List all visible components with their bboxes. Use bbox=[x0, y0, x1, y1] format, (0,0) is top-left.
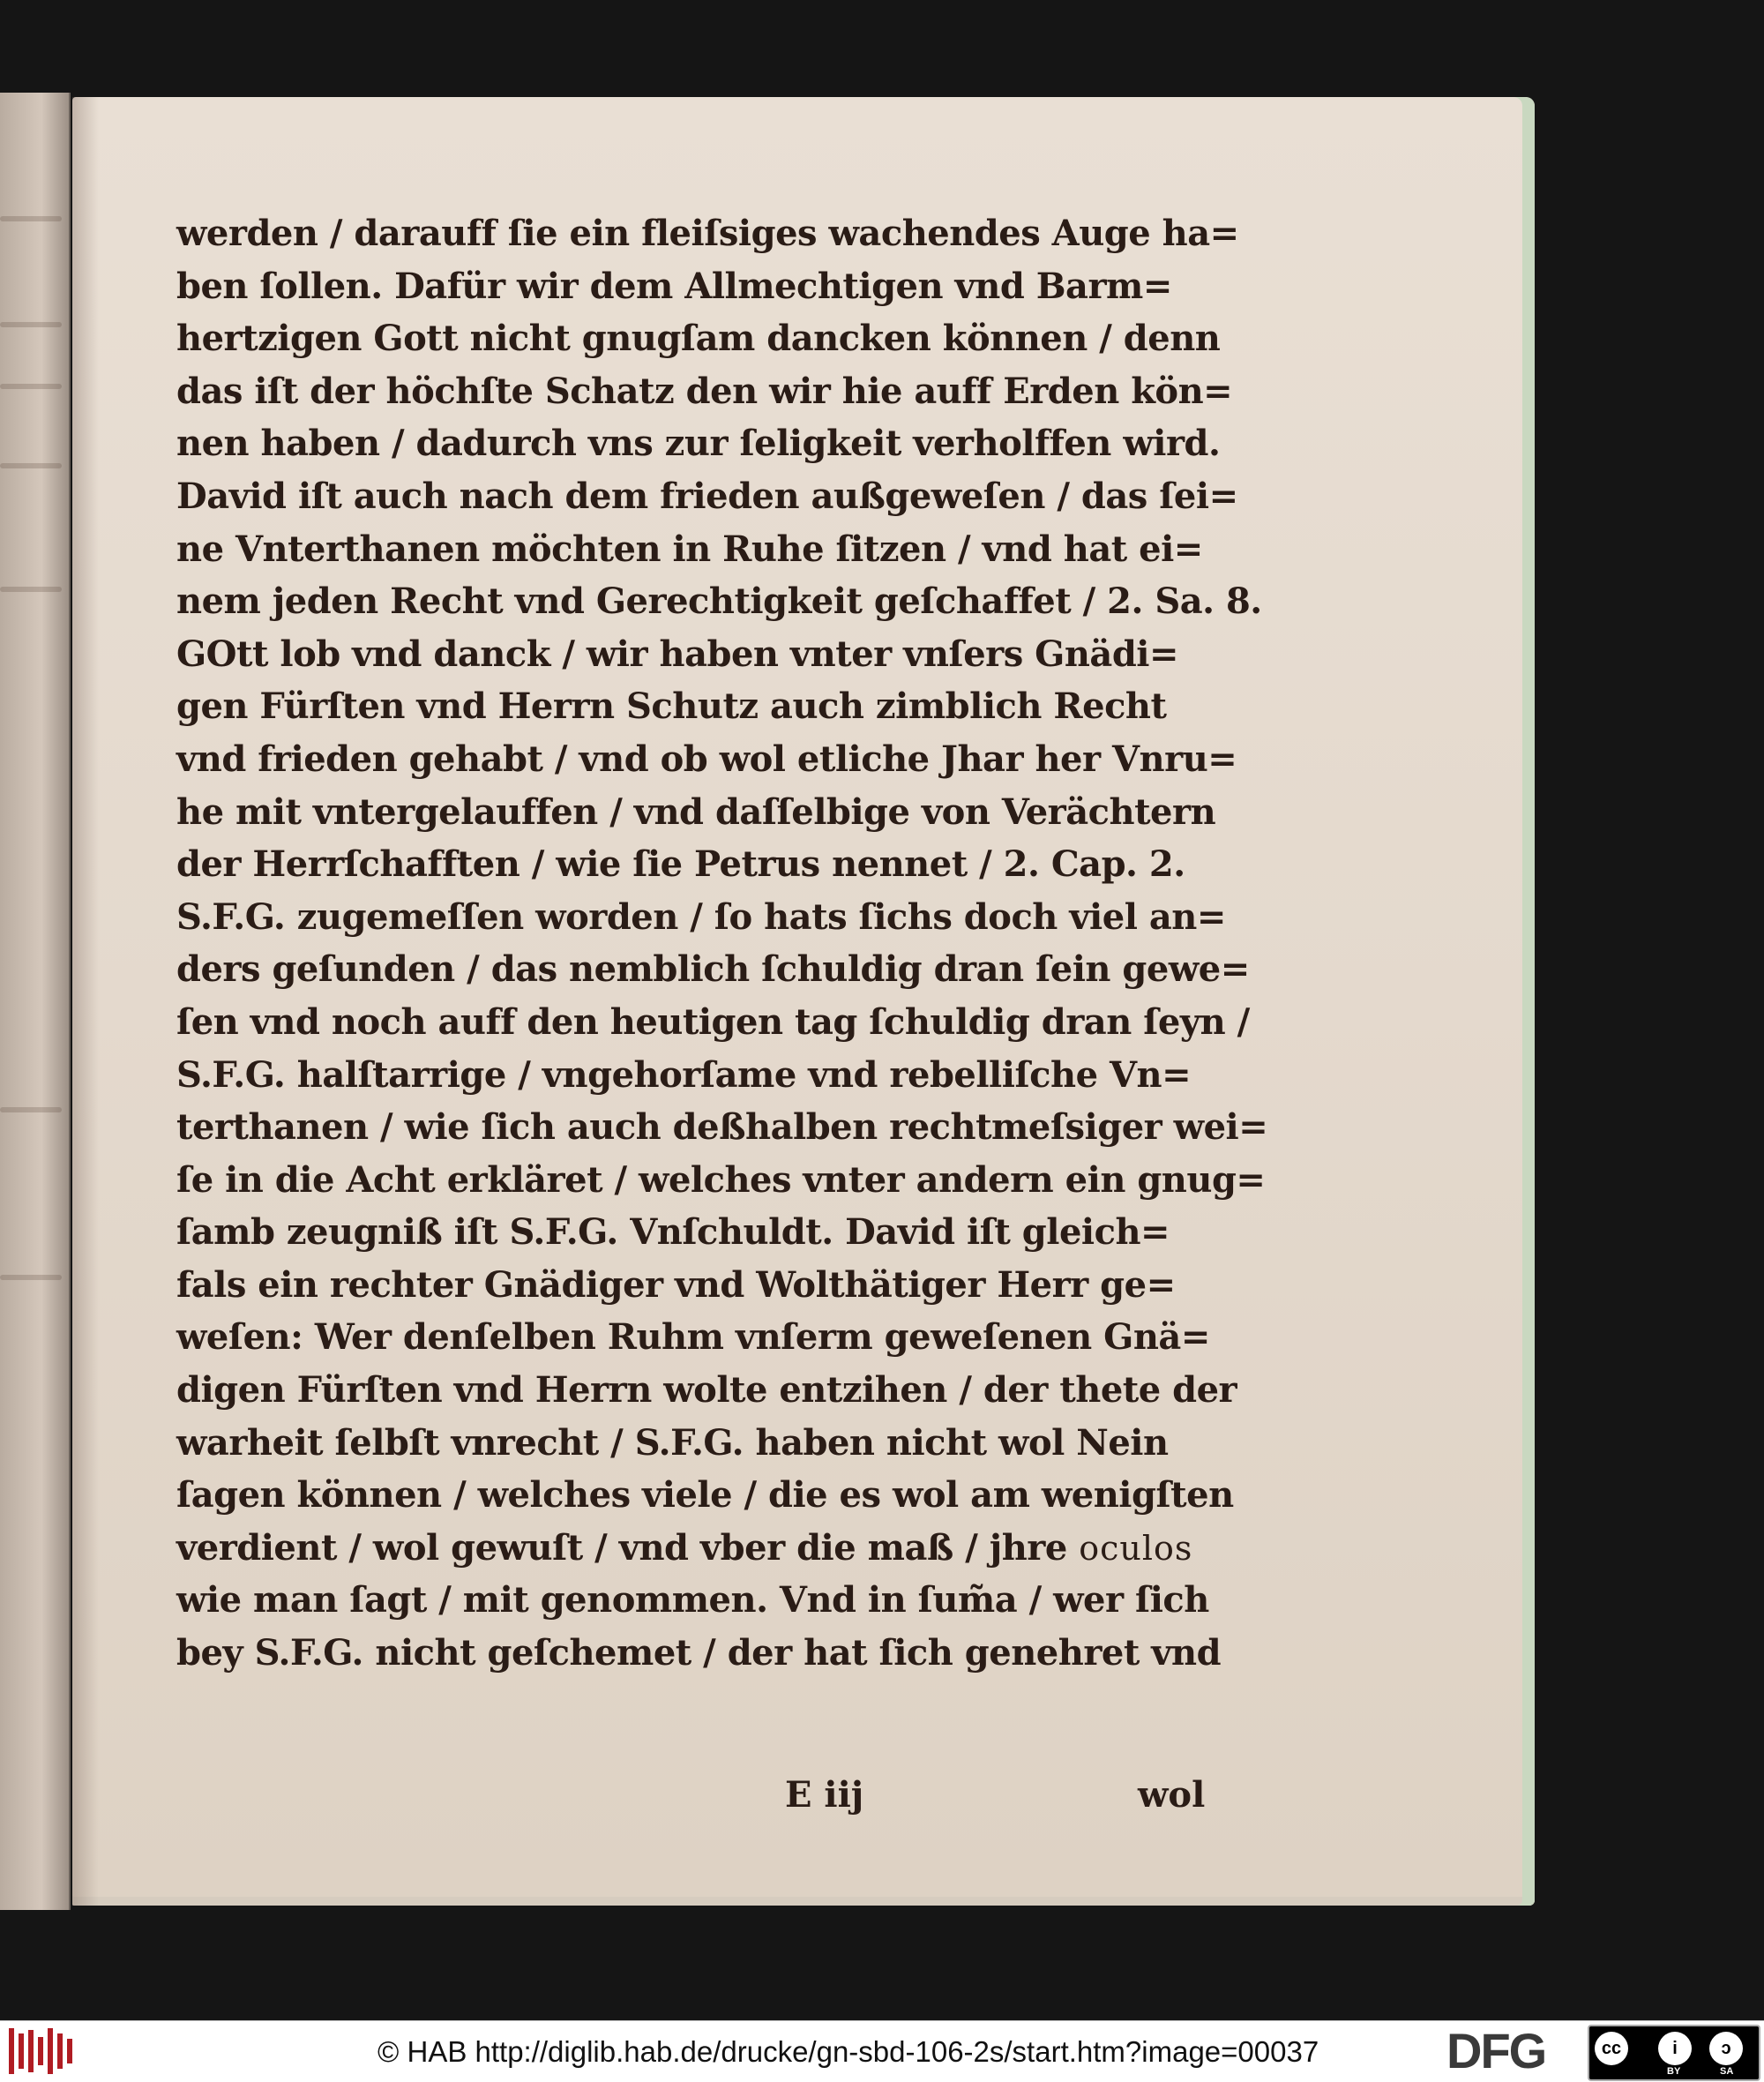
bleed-through-mark bbox=[0, 587, 62, 592]
text-line: ſen vnd noch auff den heutigen tag ſchuldig dran ſeyn / bbox=[176, 1000, 1250, 1043]
text-line: ſe in die Acht erkläret / welches vnter andern ein gnug= bbox=[176, 1158, 1266, 1201]
cc-by-label: BY bbox=[1667, 2066, 1681, 2077]
bleed-through-mark bbox=[0, 1107, 62, 1112]
text-line: der Herrſchafften / wie ſie Petrus nennet / 2. Cap. 2. bbox=[176, 843, 1185, 886]
text-line: ne Vnterthanen möchten in Ruhe ſitzen / vnd hat ei= bbox=[176, 528, 1203, 570]
text-line: GOtt lob vnd danck / wir haben vnter vnſers Gnädi= bbox=[176, 633, 1179, 675]
bleed-through-mark bbox=[0, 463, 62, 468]
share-alike-icon: ↄ bbox=[1709, 2032, 1743, 2065]
text-line: S.F.G. halſtarrige / vngehorſame vnd rebelliſche Vn= bbox=[176, 1053, 1192, 1096]
text-line: ſamb zeugniß iſt S.F.G. Vnſchuldt. David iſt gleich= bbox=[176, 1211, 1170, 1254]
text-line: vnd frieden gehabt / vnd ob wol etliche Jhar her Vnru= bbox=[176, 738, 1237, 780]
catch-line bbox=[176, 1769, 1235, 1822]
text-line: nen haben / dadurch vns zur ſeligkeit verholffen wird. bbox=[176, 423, 1221, 465]
text-line: ſagen können / welches viele / die es wol am wenigſten bbox=[176, 1474, 1234, 1517]
text-line: das iſt der höchſte Schatz den wir hie auff Erden kön= bbox=[176, 370, 1233, 412]
previous-page-edge bbox=[0, 93, 71, 1910]
footer-bar bbox=[0, 2020, 1764, 2082]
text-line: ben ſollen. Dafür wir dem Allmechtigen vnd Barm= bbox=[176, 265, 1172, 307]
antiqua-word: oculos bbox=[1079, 1528, 1193, 1568]
text-line: terthanen / wie ſich auch deßhalben rechtmeſsiger wei= bbox=[176, 1106, 1268, 1149]
catchword: wol bbox=[1138, 1774, 1206, 1816]
signature-mark: E iij bbox=[785, 1774, 864, 1816]
bleed-through-mark bbox=[0, 1275, 62, 1280]
copyright-link[interactable]: © HAB http://diglib.hab.de/drucke/gn-sbd-106-2s/start.htm?image=00037 bbox=[377, 2035, 1319, 2068]
text-line: he mit vntergelauffen / vnd daſſelbige von Verächtern bbox=[176, 790, 1216, 833]
text-line: fals ein rechter Gnädiger vnd Wolthätiger Herr ge= bbox=[176, 1263, 1176, 1306]
dfg-logo[interactable]: DFG bbox=[1446, 2023, 1546, 2078]
text-line bbox=[176, 1522, 1235, 1575]
text-line: wie man ſagt / mit genommen. Vnd in ſum̃a / wer ſich bbox=[176, 1579, 1209, 1621]
bleed-through-mark bbox=[0, 216, 62, 221]
bleed-through-mark bbox=[0, 384, 62, 389]
text-line-fraktur: verdient / wol gewuſt / vnd vber die maß / jhre bbox=[176, 1526, 1067, 1569]
cc-icon: cc bbox=[1595, 2032, 1628, 2065]
text-line: David iſt auch nach dem frieden außgeweſen / das ſei= bbox=[176, 475, 1238, 517]
text-line: warheit ſelbſt vnrecht / S.F.G. haben nicht wol Nein bbox=[176, 1421, 1169, 1464]
book-page bbox=[72, 97, 1535, 1906]
text-line: ders geſunden / das nemblich ſchuldig dran ſein gewe= bbox=[176, 948, 1250, 991]
text-line: digen Fürſten vnd Herrn wolte entzihen / der thete der bbox=[176, 1369, 1237, 1412]
text-line: weſen: Wer denſelben Ruhm vnſerm geweſenen Gnä= bbox=[176, 1316, 1210, 1359]
hab-logo-icon[interactable] bbox=[9, 2028, 72, 2074]
text-line: gen Fürſten vnd Herrn Schutz auch zimblich Recht bbox=[176, 685, 1167, 728]
bleed-through-mark bbox=[0, 322, 62, 327]
text-line: werden / darauff ſie ein fleiſsiges wachendes Auge ha= bbox=[176, 213, 1239, 254]
cc-license-badge[interactable] bbox=[1588, 2025, 1760, 2081]
text-line: bey S.F.G. nicht geſchemet / der hat ſich genehret vnd bbox=[176, 1632, 1222, 1674]
page-text bbox=[176, 207, 1268, 1680]
text-line: hertzigen Gott nicht gnugſam dancken können / denn bbox=[176, 318, 1221, 360]
text-line: nem jeden Recht vnd Gerechtigkeit geſchaffet / 2. Sa. 8. bbox=[176, 580, 1262, 623]
text-line: S.F.G. zugemeſſen worden / ſo hats ſichs doch viel an= bbox=[176, 895, 1226, 938]
cc-sa-label: SA bbox=[1720, 2066, 1734, 2077]
attribution-icon: i bbox=[1658, 2032, 1692, 2065]
